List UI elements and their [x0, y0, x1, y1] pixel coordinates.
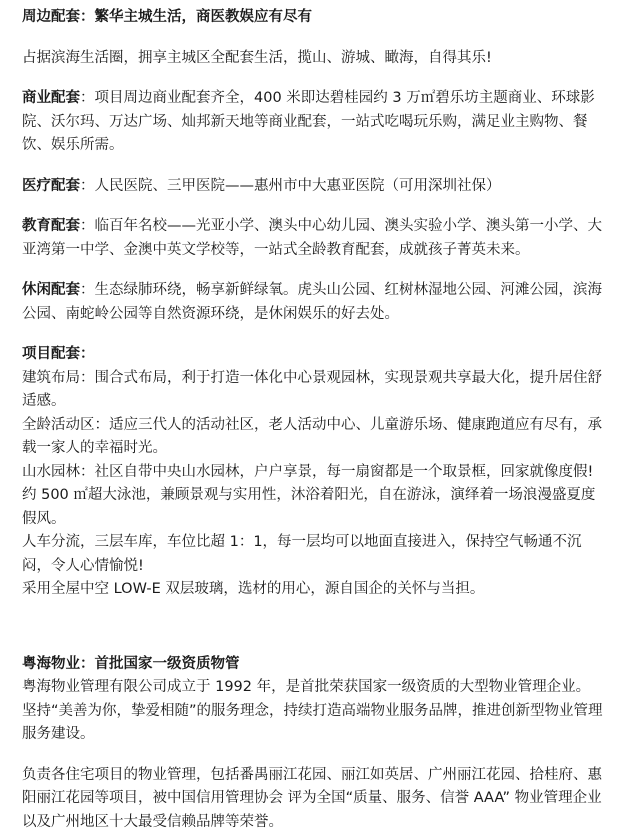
leisure-text: ：生态绿肺环绕，畅享新鲜绿氧。虎头山公园、红树林湿地公园、河滩公园，滨海公园、南蛇岭公园等自然资源环绕，是休闲娱乐的好去处。 — [22, 282, 602, 322]
section-spacer — [22, 619, 603, 653]
commerce-text: ：项目周边商业配套齐全，400 米即达碧桂园约 3 万㎡碧乐坊主题商业、环球影院、沃尔玛、万达广场、灿邦新天地等商业配套，一站式吃喝玩乐购，满足业主购物、餐饮、娱乐所需。 — [22, 90, 595, 153]
commerce-block — [22, 87, 603, 158]
leisure-block — [22, 279, 603, 326]
education-text: ：临百年名校——光亚小学、澳头中心幼儿园、澳头实验小学、澳头第一小学、大亚湾第一中学、金澳中英文学校等，一站式全龄教育配套，成就孩子菁英未来。 — [22, 218, 602, 258]
project-item: 人车分流，三层车库，车位比超 1：1，每一层均可以地面直接进入，保持空气畅通不沉闷，令人心情愉悦! — [22, 531, 603, 578]
leisure-label: 休闲配套 — [22, 282, 80, 298]
project-section — [22, 343, 603, 602]
property-heading: 粤海物业：首批国家一级资质物管 — [22, 653, 603, 677]
surroundings-section — [22, 6, 603, 30]
project-item: 山水园林：社区自带中央山水园林，户户享景，每一扇窗都是一个取景框，回家就像度假!约 500 ㎡超大泳池，兼顾景观与实用性，沐浴着阳光，自在游泳，演绎着一场浪漫盛夏度假风。 — [22, 461, 603, 532]
property-section — [22, 653, 603, 747]
medical-block — [22, 175, 603, 199]
education-paragraph — [22, 215, 603, 262]
surroundings-intro: 占据滨海生活圈，拥享主城区全配套生活，揽山、游城、瞰海，自得其乐! — [22, 47, 603, 71]
commerce-label: 商业配套 — [22, 90, 80, 106]
project-item: 采用全屋中空 LOW-E 双层玻璃，选材的用心，源自国企的关怀与当担。 — [22, 578, 603, 602]
medical-text: ：人民医院、三甲医院——惠州市中大惠亚医院（可用深圳社保） — [80, 178, 501, 194]
surroundings-heading: 周边配套：繁华主城生活，商医教娱应有尽有 — [22, 6, 603, 30]
property-block-2 — [22, 764, 603, 834]
medical-label: 医疗配套 — [22, 178, 80, 194]
leisure-paragraph — [22, 279, 603, 326]
project-heading: 项目配套： — [22, 343, 603, 367]
property-paragraph-2: 负责各住宅项目的物业管理，包括番禺丽江花园、丽江如英居、广州丽江花园、拾桂府、惠阳丽江花园等项目，被中国信用管理协会 评为全国“质量、服务、信誉 AAA” 物业管理企业以及广州地区十大最受信赖品牌等荣誉。 — [22, 764, 603, 834]
project-item: 全龄活动区：适应三代人的活动社区，老人活动中心、儿童游乐场、健康跑道应有尽有，承载一家人的幸福时光。 — [22, 414, 603, 461]
project-item: 建筑布局：围合式布局，利于打造一体化中心景观园林，实现景观共享最大化，提升居住舒适感。 — [22, 367, 603, 414]
education-label: 教育配套 — [22, 218, 80, 234]
medical-paragraph — [22, 175, 603, 199]
education-block — [22, 215, 603, 262]
commerce-paragraph — [22, 87, 603, 158]
surroundings-intro-block — [22, 47, 603, 71]
property-paragraph-1: 粤海物业管理有限公司成立于 1992 年，是首批荣获国家一级资质的大型物业管理企业。坚持“美善为你，挚爱相随”的服务理念，持续打造高端物业服务品牌，推进创新型物业管理服务建设。 — [22, 676, 603, 747]
